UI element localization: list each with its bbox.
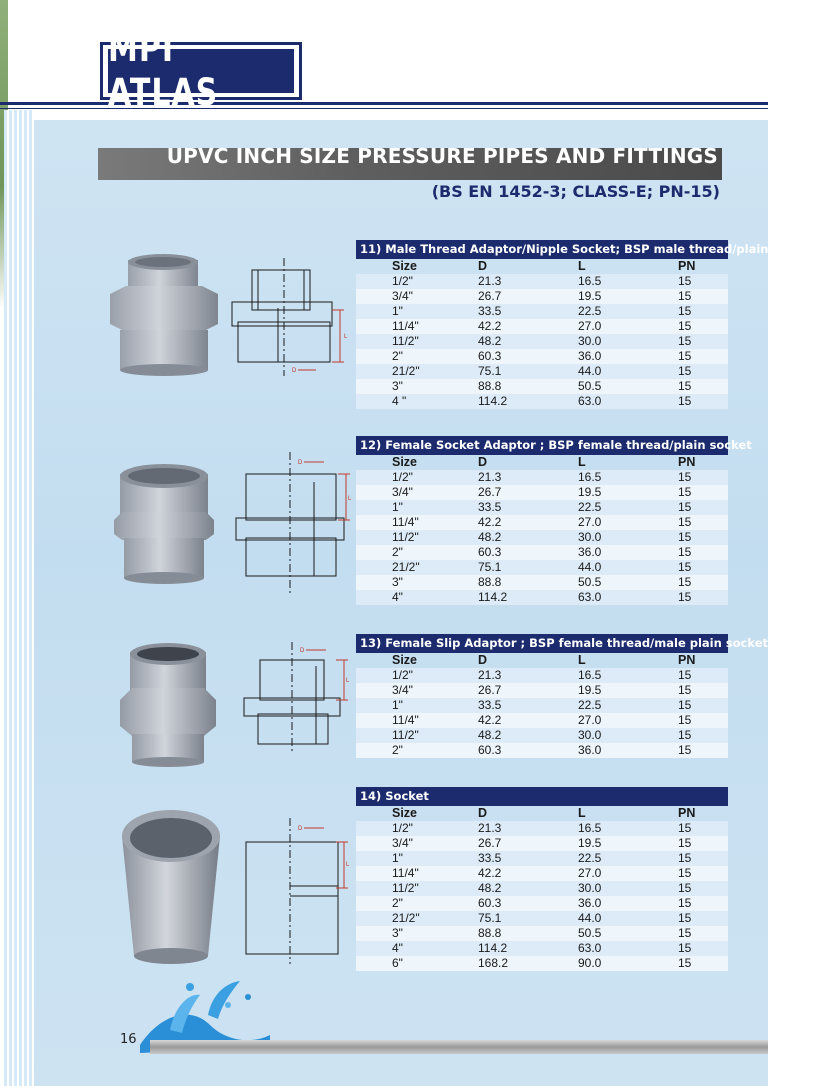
cell-size: 11/4" <box>356 866 476 881</box>
brand-logo <box>100 27 302 115</box>
cell-size: 11/2" <box>356 881 476 896</box>
cell-l: 50.5 <box>576 379 676 394</box>
cell-l: 16.5 <box>576 821 676 836</box>
cell-pn: 15 <box>676 713 728 728</box>
cell-pn: 15 <box>676 289 728 304</box>
table-row <box>356 896 728 911</box>
col-pn: PN <box>678 653 696 667</box>
cell-d: 114.2 <box>476 394 576 409</box>
cell-size: 4 " <box>356 394 476 409</box>
table-row <box>356 698 728 713</box>
cell-l: 50.5 <box>576 575 676 590</box>
table-row <box>356 364 728 379</box>
table-row <box>356 866 728 881</box>
cell-l: 22.5 <box>576 851 676 866</box>
cell-size: 1/2" <box>356 470 476 485</box>
bottom-rim <box>124 572 204 584</box>
cell-pn: 15 <box>676 274 728 289</box>
cell-size: 2" <box>356 349 476 364</box>
cell-size: 3/4" <box>356 289 476 304</box>
cell-l: 30.0 <box>576 530 676 545</box>
dim-label-d: D <box>300 648 305 654</box>
cell-l: 27.0 <box>576 515 676 530</box>
cell-d: 60.3 <box>476 896 576 911</box>
cell-d: 21.3 <box>476 274 576 289</box>
cell-d: 75.1 <box>476 364 576 379</box>
dim-label-l: L <box>348 496 352 502</box>
cell-size: 21/2" <box>356 560 476 575</box>
cell-l: 50.5 <box>576 926 676 941</box>
thread-bore <box>135 257 191 267</box>
brand-logo-text: MPI ATLAS <box>108 27 219 115</box>
cell-size: 11/2" <box>356 728 476 743</box>
table-row <box>356 926 728 941</box>
cell-pn: 15 <box>676 575 728 590</box>
table-row <box>356 379 728 394</box>
table-row <box>356 881 728 896</box>
cell-size: 3/4" <box>356 683 476 698</box>
cell-d: 33.5 <box>476 851 576 866</box>
cell-pn: 15 <box>676 470 728 485</box>
cell-pn: 15 <box>676 394 728 409</box>
col-l: L <box>578 455 586 469</box>
cell-size: 11/2" <box>356 334 476 349</box>
cell-size: 3/4" <box>356 485 476 500</box>
cell-size: 3" <box>356 379 476 394</box>
dim-label-l: L <box>344 334 348 340</box>
cell-l: 44.0 <box>576 560 676 575</box>
col-pn: PN <box>678 259 696 273</box>
spec-table-11 <box>356 259 728 409</box>
top-bore <box>128 468 200 484</box>
cell-size: 4" <box>356 590 476 605</box>
table-row <box>356 956 728 971</box>
cell-size: 4" <box>356 941 476 956</box>
cell-d: 21.3 <box>476 668 576 683</box>
col-d: D <box>478 259 488 273</box>
col-l: L <box>578 259 586 273</box>
table-row <box>356 728 728 743</box>
table-row <box>356 713 728 728</box>
cell-l: 22.5 <box>576 304 676 319</box>
cell-size: 1/2" <box>356 668 476 683</box>
cell-pn: 15 <box>676 349 728 364</box>
cell-l: 16.5 <box>576 274 676 289</box>
table-row <box>356 743 728 758</box>
cell-size: 3" <box>356 575 476 590</box>
cell-d: 114.2 <box>476 590 576 605</box>
cell-l: 19.5 <box>576 683 676 698</box>
cell-pn: 15 <box>676 334 728 349</box>
cell-size: 11/4" <box>356 713 476 728</box>
cell-l: 16.5 <box>576 470 676 485</box>
col-d: D <box>478 455 488 469</box>
cell-size: 1" <box>356 698 476 713</box>
cell-size: 2" <box>356 896 476 911</box>
cell-pn: 15 <box>676 866 728 881</box>
cell-pn: 15 <box>676 821 728 836</box>
table-row <box>356 530 728 545</box>
cell-pn: 15 <box>676 560 728 575</box>
cell-size: 11/4" <box>356 319 476 334</box>
cell-size: 2" <box>356 545 476 560</box>
col-l: L <box>578 806 586 820</box>
cell-l: 22.5 <box>576 500 676 515</box>
female-socket-adaptor-drawing <box>232 452 354 594</box>
cell-l: 36.0 <box>576 743 676 758</box>
cell-size: 21/2" <box>356 911 476 926</box>
cell-size: 1" <box>356 304 476 319</box>
cell-d: 42.2 <box>476 713 576 728</box>
cell-l: 44.0 <box>576 911 676 926</box>
cell-l: 30.0 <box>576 728 676 743</box>
cell-d: 75.1 <box>476 911 576 926</box>
cell-pn: 15 <box>676 379 728 394</box>
cell-pn: 15 <box>676 515 728 530</box>
cell-l: 19.5 <box>576 485 676 500</box>
table-row <box>356 304 728 319</box>
hex-body <box>120 688 216 736</box>
socket-bottom <box>134 948 208 964</box>
spec-table-14 <box>356 806 728 971</box>
cell-size: 11/4" <box>356 515 476 530</box>
cell-d: 48.2 <box>476 728 576 743</box>
cell-l: 36.0 <box>576 896 676 911</box>
cell-pn: 15 <box>676 590 728 605</box>
section-header-13: 13) Female Slip Adaptor ; BSP female thread/male plain socket <box>356 634 728 653</box>
male-thread-adaptor-photo <box>106 252 222 378</box>
cell-d: 42.2 <box>476 319 576 334</box>
cell-pn: 15 <box>676 683 728 698</box>
brand-logo-inner <box>108 27 294 115</box>
table-row <box>356 289 728 304</box>
cell-d: 26.7 <box>476 485 576 500</box>
col-size: Size <box>392 806 418 820</box>
cell-size: 1/2" <box>356 821 476 836</box>
cell-pn: 15 <box>676 530 728 545</box>
cell-d: 114.2 <box>476 941 576 956</box>
cell-pn: 15 <box>676 926 728 941</box>
cell-d: 21.3 <box>476 470 576 485</box>
footer-pipe-graphic <box>150 1040 768 1054</box>
table-row <box>356 349 728 364</box>
page-subtitle: (BS EN 1452-3; CLASS-E; PN-15) <box>431 182 720 201</box>
cell-pn: 15 <box>676 304 728 319</box>
table-row <box>356 683 728 698</box>
table-row <box>356 545 728 560</box>
page-title: UPVC INCH SIZE PRESSURE PIPES AND FITTINGS <box>166 144 718 168</box>
cell-size: 1" <box>356 500 476 515</box>
dim-label-d: D <box>298 460 303 466</box>
cell-d: 26.7 <box>476 289 576 304</box>
table-row <box>356 590 728 605</box>
col-l: L <box>578 653 586 667</box>
cell-size: 6" <box>356 956 476 971</box>
table-row <box>356 575 728 590</box>
cell-pn: 15 <box>676 896 728 911</box>
table-row <box>356 334 728 349</box>
table-row <box>356 485 728 500</box>
cell-d: 75.1 <box>476 560 576 575</box>
cell-pn: 15 <box>676 743 728 758</box>
table-row <box>356 941 728 956</box>
table-row <box>356 911 728 926</box>
cell-d: 33.5 <box>476 698 576 713</box>
cell-pn: 15 <box>676 836 728 851</box>
socket-bore <box>130 818 212 858</box>
section-header-12: 12) Female Socket Adaptor ; BSP female thread/plain socket <box>356 436 728 455</box>
cell-d: 21.3 <box>476 821 576 836</box>
cell-pn: 15 <box>676 881 728 896</box>
dim-label-d: D <box>292 368 297 374</box>
cell-l: 27.0 <box>576 319 676 334</box>
cell-pn: 15 <box>676 364 728 379</box>
cell-pn: 15 <box>676 319 728 334</box>
cell-d: 60.3 <box>476 545 576 560</box>
cell-size: 2" <box>356 743 476 758</box>
cell-size: 21/2" <box>356 364 476 379</box>
table-row <box>356 470 728 485</box>
spec-table-12 <box>356 455 728 605</box>
cell-l: 19.5 <box>576 289 676 304</box>
col-pn: PN <box>678 455 696 469</box>
cell-l: 90.0 <box>576 956 676 971</box>
cell-d: 26.7 <box>476 683 576 698</box>
cell-d: 42.2 <box>476 866 576 881</box>
dim-label-l: L <box>346 862 350 868</box>
cell-pn: 15 <box>676 698 728 713</box>
cell-d: 33.5 <box>476 304 576 319</box>
table-row <box>356 319 728 334</box>
male-thread-adaptor-drawing <box>228 258 354 376</box>
cell-d: 48.2 <box>476 334 576 349</box>
table-row <box>356 851 728 866</box>
female-slip-adaptor-drawing <box>240 642 352 754</box>
cell-pn: 15 <box>676 941 728 956</box>
cell-d: 48.2 <box>476 530 576 545</box>
col-size: Size <box>392 259 418 273</box>
female-slip-adaptor-photo <box>118 642 218 768</box>
table-row <box>356 821 728 836</box>
col-d: D <box>478 806 488 820</box>
cell-d: 88.8 <box>476 926 576 941</box>
section-header-14: 14) Socket <box>356 787 728 806</box>
cell-l: 63.0 <box>576 590 676 605</box>
dim-label-d: D <box>298 826 303 832</box>
cell-d: 60.3 <box>476 743 576 758</box>
socket-photo <box>118 806 224 968</box>
cell-pn: 15 <box>676 728 728 743</box>
cell-pn: 15 <box>676 545 728 560</box>
cell-size: 11/2" <box>356 530 476 545</box>
page-number: 16 <box>120 1032 137 1047</box>
cell-d: 88.8 <box>476 575 576 590</box>
cell-d: 33.5 <box>476 500 576 515</box>
col-size: Size <box>392 653 418 667</box>
cell-pn: 15 <box>676 956 728 971</box>
cell-d: 60.3 <box>476 349 576 364</box>
hex-ring <box>114 512 214 540</box>
cell-size: 3" <box>356 926 476 941</box>
cell-l: 36.0 <box>576 349 676 364</box>
cell-pn: 15 <box>676 851 728 866</box>
cell-l: 22.5 <box>576 698 676 713</box>
top-bore <box>137 647 199 661</box>
cell-l: 63.0 <box>576 941 676 956</box>
table-row <box>356 836 728 851</box>
table-row <box>356 515 728 530</box>
section-header-11: 11) Male Thread Adaptor/Nipple Socket; BSP male thread/plain socket <box>356 240 728 259</box>
table-row <box>356 274 728 289</box>
table-row <box>356 394 728 409</box>
cell-l: 27.0 <box>576 713 676 728</box>
cell-l: 30.0 <box>576 334 676 349</box>
cell-l: 27.0 <box>576 866 676 881</box>
cell-d: 48.2 <box>476 881 576 896</box>
female-socket-adaptor-photo <box>112 462 216 588</box>
cell-l: 44.0 <box>576 364 676 379</box>
cell-d: 168.2 <box>476 956 576 971</box>
table-row <box>356 668 728 683</box>
left-stripes-decoration <box>4 110 34 1086</box>
cell-l: 36.0 <box>576 545 676 560</box>
spec-table-13 <box>356 653 728 758</box>
socket-drawing <box>240 818 352 964</box>
col-d: D <box>478 653 488 667</box>
cell-d: 26.7 <box>476 836 576 851</box>
cell-size: 1/2" <box>356 274 476 289</box>
cell-d: 88.8 <box>476 379 576 394</box>
bottom-rim <box>132 757 204 767</box>
dim-label-l: L <box>346 678 350 684</box>
cell-pn: 15 <box>676 911 728 926</box>
table-row <box>356 560 728 575</box>
table-row <box>356 500 728 515</box>
cell-pn: 15 <box>676 500 728 515</box>
col-pn: PN <box>678 806 696 820</box>
col-size: Size <box>392 455 418 469</box>
cell-l: 16.5 <box>576 668 676 683</box>
cell-pn: 15 <box>676 668 728 683</box>
cell-l: 19.5 <box>576 836 676 851</box>
cell-d: 42.2 <box>476 515 576 530</box>
cell-size: 3/4" <box>356 836 476 851</box>
cell-size: 1" <box>356 851 476 866</box>
socket-bottom <box>120 364 208 376</box>
hex-body <box>110 286 218 332</box>
cell-l: 30.0 <box>576 881 676 896</box>
cell-pn: 15 <box>676 485 728 500</box>
cell-l: 63.0 <box>576 394 676 409</box>
